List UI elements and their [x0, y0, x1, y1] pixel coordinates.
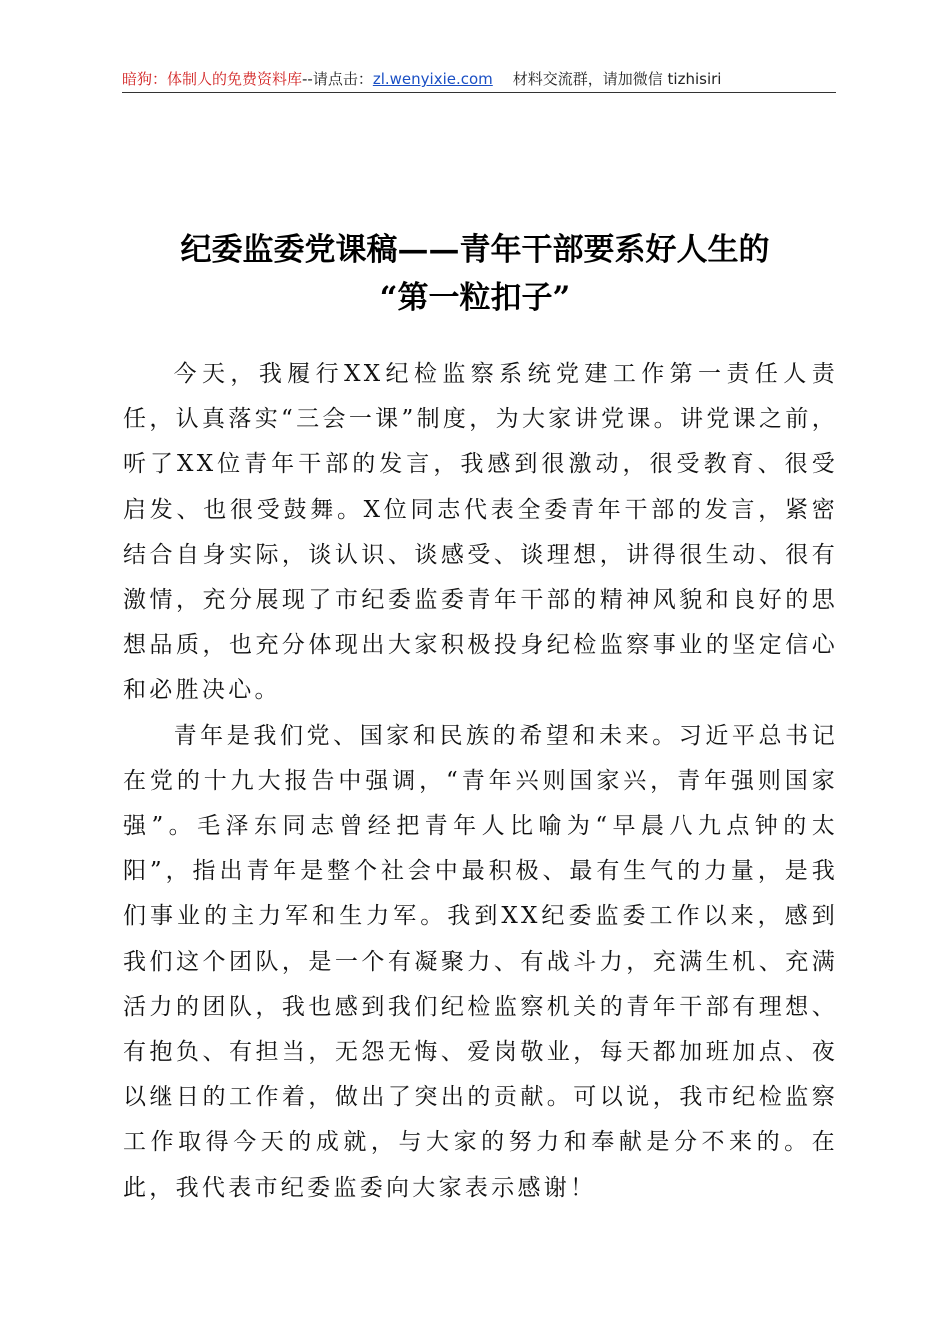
header-promo-text: 暗狗：体制人的免费资料库	[122, 70, 303, 88]
header-contact-text: 材料交流群，请加微信 tizhisiri	[512, 70, 722, 88]
document-body	[123, 352, 838, 1211]
page-header	[122, 66, 836, 93]
title-line-1: 纪委监委党课稿——青年干部要系好人生的	[180, 232, 770, 268]
body-paragraph-1: 今天，我履行XX纪检监察系统党建工作第一责任人责任，认真落实“三会一课”制度，为大家讲党课。讲党课之前，听了XX位青年干部的发言，我感到很激动，很受教育、很受启发、也很受鼓舞。X位同志代表全委青年干部的发言，紧密结合自身实际，谈认识、谈感受、谈理想，讲得很生动、很有激情，充分展现了市纪委监委青年干部的精神风貌和良好的思想品质，也充分体现出大家积极投身纪检监察事业的坚定信心和必胜决心。	[123, 361, 838, 704]
document-title	[100, 226, 850, 322]
header-prompt-text: --请点击：	[302, 70, 373, 88]
header-website-link[interactable]: zl.wenyixie.com	[372, 70, 493, 88]
title-line-2: “第一粒扣子”	[379, 280, 571, 316]
body-paragraph-2: 青年是我们党、国家和民族的希望和未来。习近平总书记在党的十九大报告中强调，“青年兴则国家兴，青年强则国家强”。毛泽东同志曾经把青年人比喻为“早晨八九点钟的太阳”，指出青年是整个社会中最积极、最有生气的力量，是我们事业的主力军和生力军。我到XX纪委监委工作以来，感到我们这个团队，是一个有凝聚力、有战斗力，充满生机、充满活力的团队，我也感到我们纪检监察机关的青年干部有理想、有抱负、有担当，无怨无悔、爱岗敬业，每天都加班加点、夜以继日的工作着，做出了突出的贡献。可以说，我市纪检监察工作取得今天的成就，与大家的努力和奉献是分不来的。在此，我代表市纪委监委向大家表示感谢！	[123, 722, 838, 1201]
